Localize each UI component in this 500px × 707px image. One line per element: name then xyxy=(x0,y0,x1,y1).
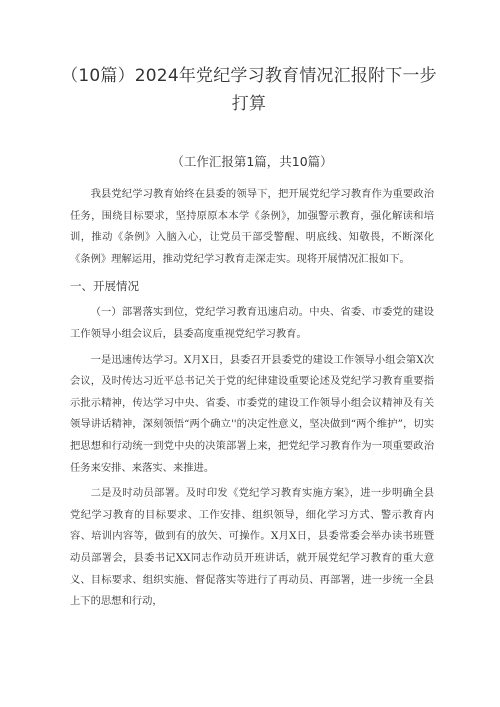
document-title: （10篇）2024年党纪学习教育情况汇报附下一步打算 xyxy=(61,66,437,114)
document-subtitle: （工作汇报第1篇，共10篇） xyxy=(171,154,333,169)
paragraph-study: 一是迅速传达学习。X月X日，县委召开县委党的建设工作领导小组会第X次会议，及时传达习近平总书记关于党的纪律建设重要论述及党纪学习教育重要指示批示精神，传达学习中央、省委、市委党的建设工作领导小组会议精神及有关领导讲话精神，深刻领悟“两个确立''的决定性意义，坚决做到“两个维护”，切实把思想和行动统一到党中央的决策部署上来，把党纪学习教育作为一项重要政治任务来安排、来落实、来推进。 xyxy=(70,353,434,474)
intro-paragraph: 我县党纪学习教育始终在县委的领导下，把开展党纪学习教育作为重要政治任务，围绕目标要求，坚持原原本本学《条例》，加强警示教育，强化解读和培训，推动《条例》入脑入心，让党员干部受警醒、明底线、知敬畏，不断深化《条例》理解运用，推动党纪学习教育走深走实。现将开展情况汇报如下。 xyxy=(70,188,434,265)
section-heading: 一、开展情况 xyxy=(70,279,139,294)
paragraph-deployment: （一）部署落实到位，党纪学习教育迅速启动。中央、省委、市委党的建设工作领导小组会议后，县委高度重视党纪学习教育。 xyxy=(70,306,434,340)
paragraph-mobilization: 二是及时动员部署。及时印发《党纪学习教育实施方案》，进一步明确全县党纪学习教育的目标要求、工作安排、组织领导，细化学习方式、警示教育内容、培训内容等，做到有的放矢、可操作。X月X日，县委常委会举办读书班暨动员部署会，县委书记XX同志作动员开班讲话，就开展党纪学习教育的重大意义、目标要求、组织实施、督促落实等进行了再动员、再部署，进一步统一全县上下的思想和行动， xyxy=(70,487,434,608)
